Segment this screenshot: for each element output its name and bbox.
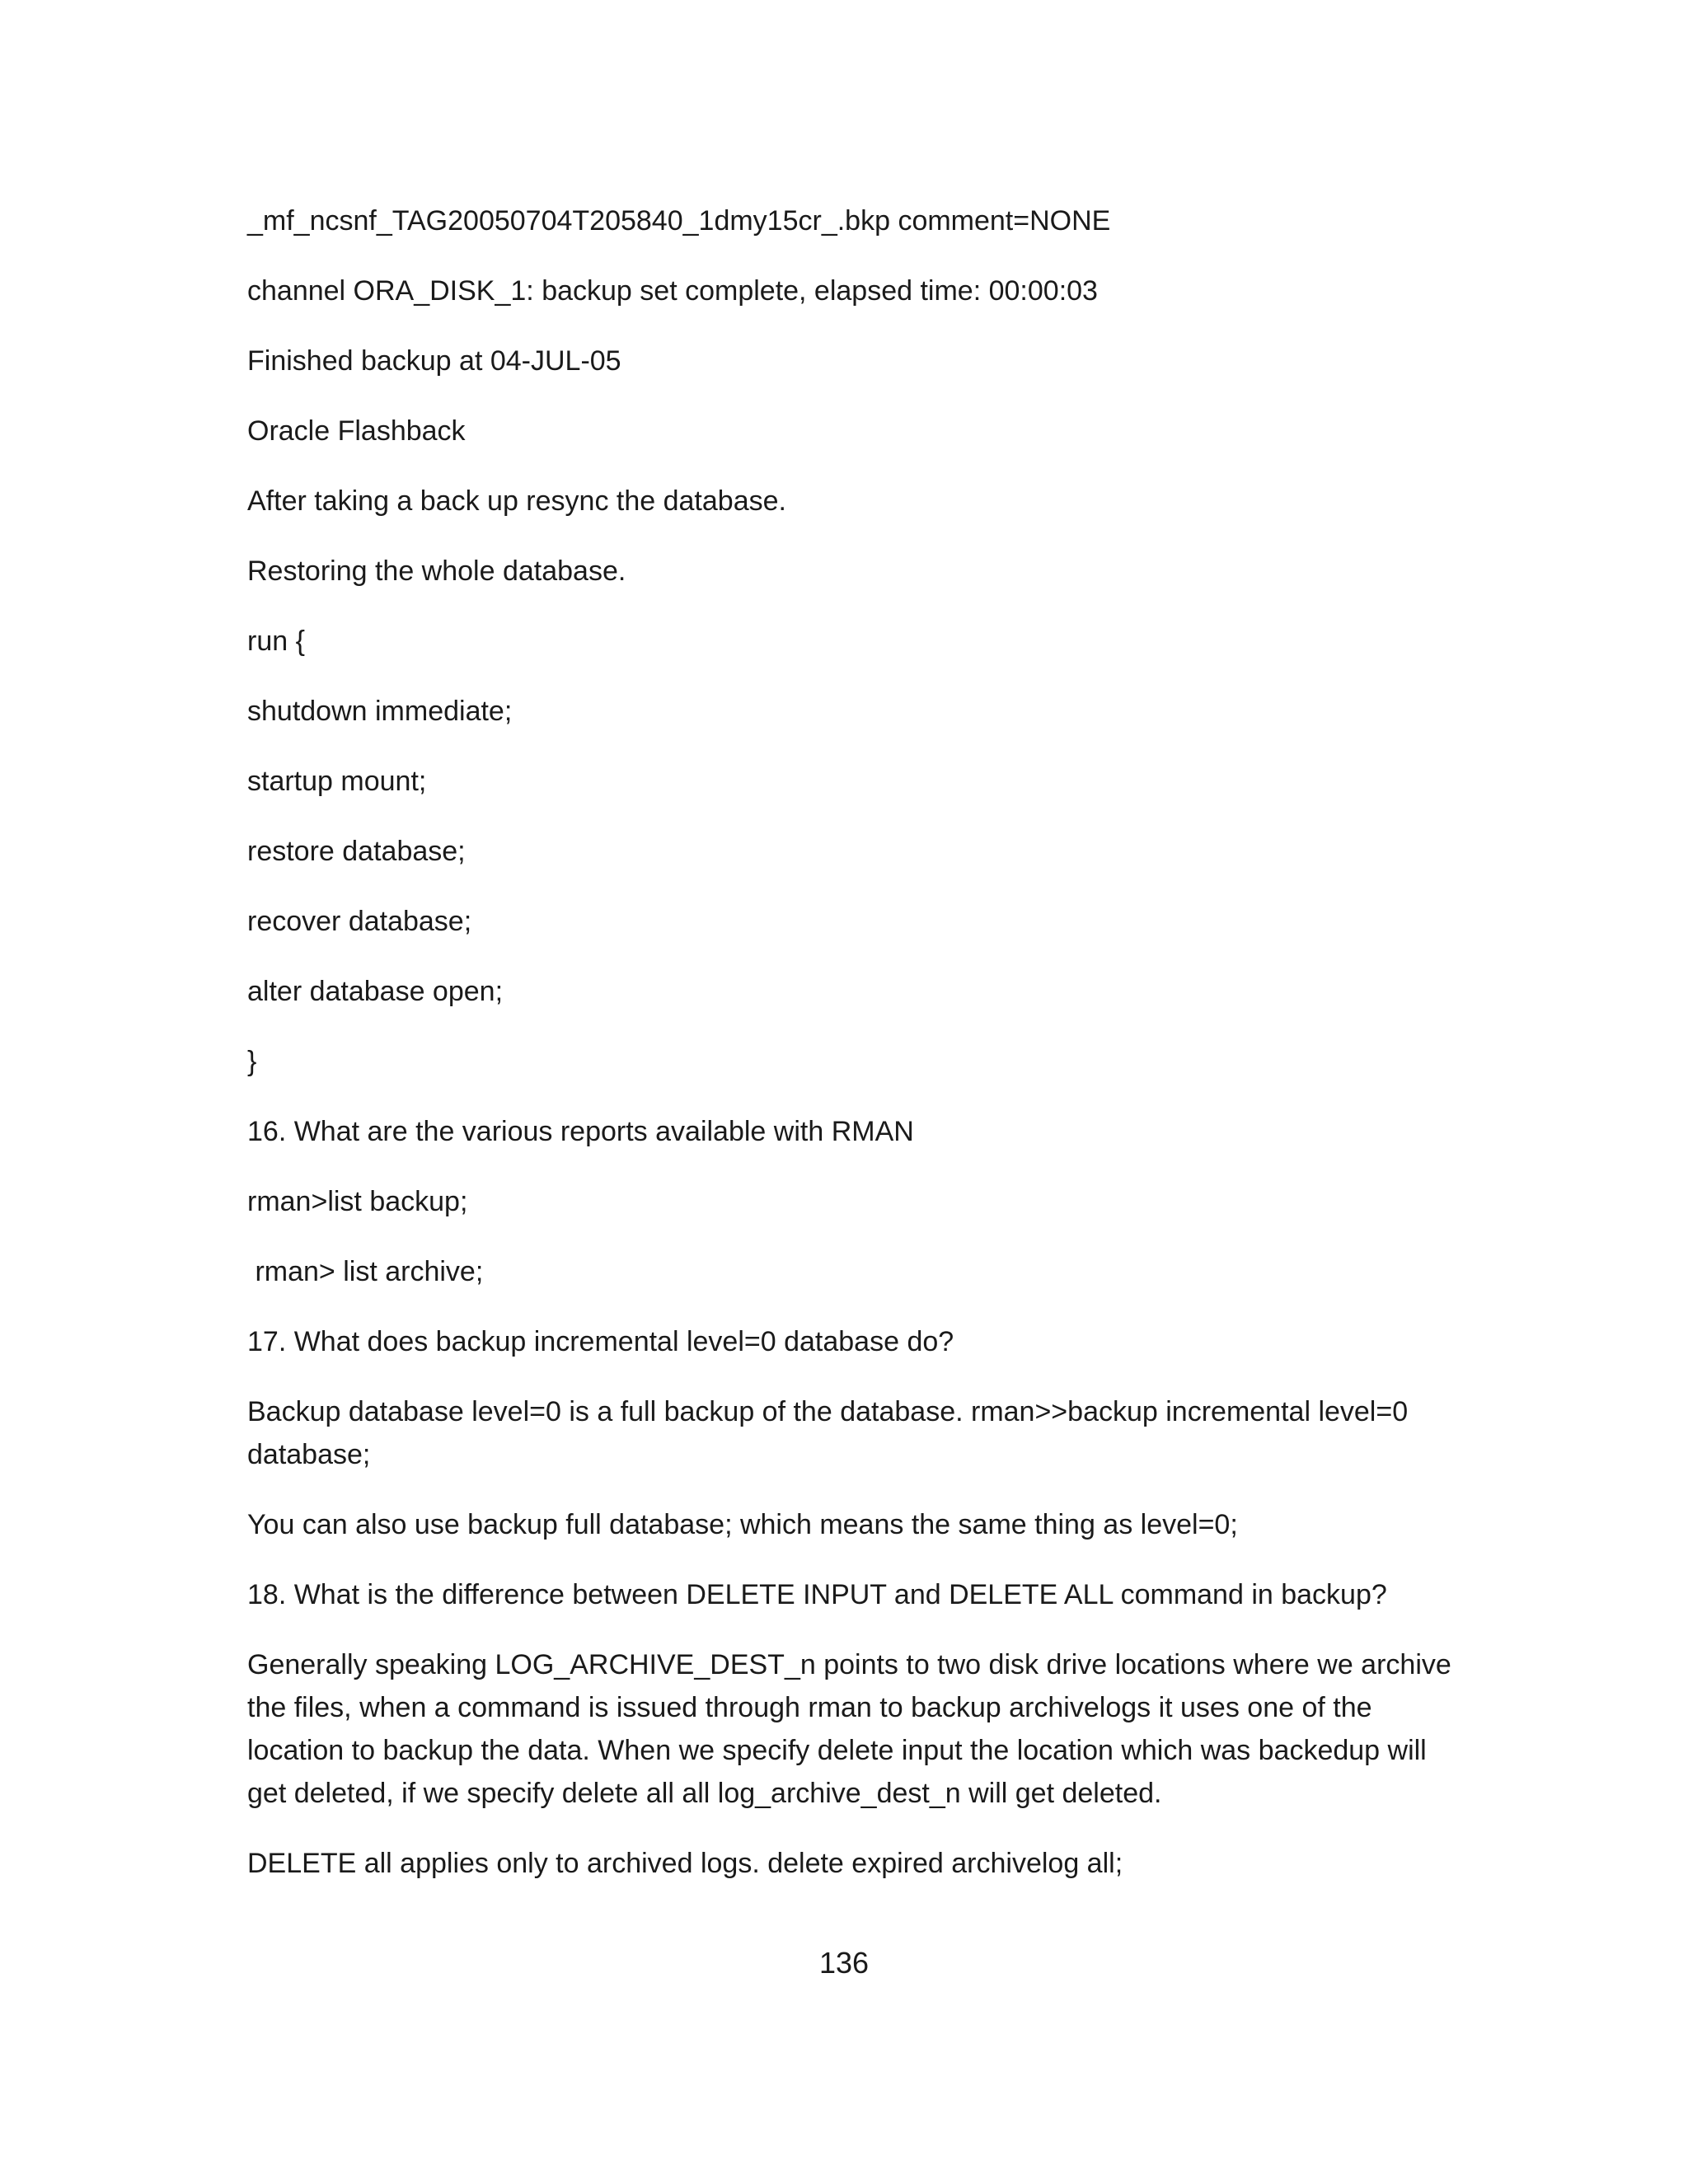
answer-18-note: DELETE all applies only to archived logs. delete expired archivelog all; [247,1848,1123,1879]
question-17: 17. What does backup incremental level=0 database do? [247,1326,954,1357]
section-heading-oracle-flashback: Oracle Flashback [247,415,466,447]
code-line-run-close: } [247,1046,257,1077]
code-line-startup: startup mount; [247,766,427,797]
resync-note: After taking a back up resync the database. [247,485,786,517]
restore-heading: Restoring the whole database. [247,555,626,587]
answer-18: Generally speaking LOG_ARCHIVE_DEST_n points to two disk drive locations where we archive the files, when a command is issued through rman to backup archivelogs it uses one of the location to backup the data. When we specify delete input the location which was backedup will get deleted, if we specify delete all all log_archive_dest_n will get deleted. [247,1649,1460,1809]
question-16: 16. What are the various reports available with RMAN [247,1116,914,1147]
code-line-alter: alter database open; [247,976,504,1007]
code-line-run-open: run { [247,626,305,657]
answer-16-list-archive: rman> list archive; [247,1256,484,1287]
code-line-recover: recover database; [247,906,472,937]
answer-17-note: You can also use backup full database; which means the same thing as level=0; [247,1509,1238,1540]
channel-complete-line: channel ORA_DISK_1: backup set complete, elapsed time: 00:00:03 [247,275,1098,307]
code-line-restore: restore database; [247,836,466,867]
backup-file-line: _mf_ncsnf_TAG20050704T205840_1dmy15cr_.bkp comment=NONE [247,205,1111,237]
answer-17: Backup database level=0 is a full backup of the database. rman>>backup incremental level=0 database; [247,1396,1416,1470]
question-18: 18. What is the difference between DELETE INPUT and DELETE ALL command in backup? [247,1579,1387,1610]
page-body [247,199,1459,1912]
answer-16-list-backup: rman>list backup; [247,1186,468,1217]
page-number: 136 [818,1946,870,1980]
code-line-shutdown: shutdown immediate; [247,696,513,727]
finished-backup-line: Finished backup at 04-JUL-05 [247,345,621,377]
